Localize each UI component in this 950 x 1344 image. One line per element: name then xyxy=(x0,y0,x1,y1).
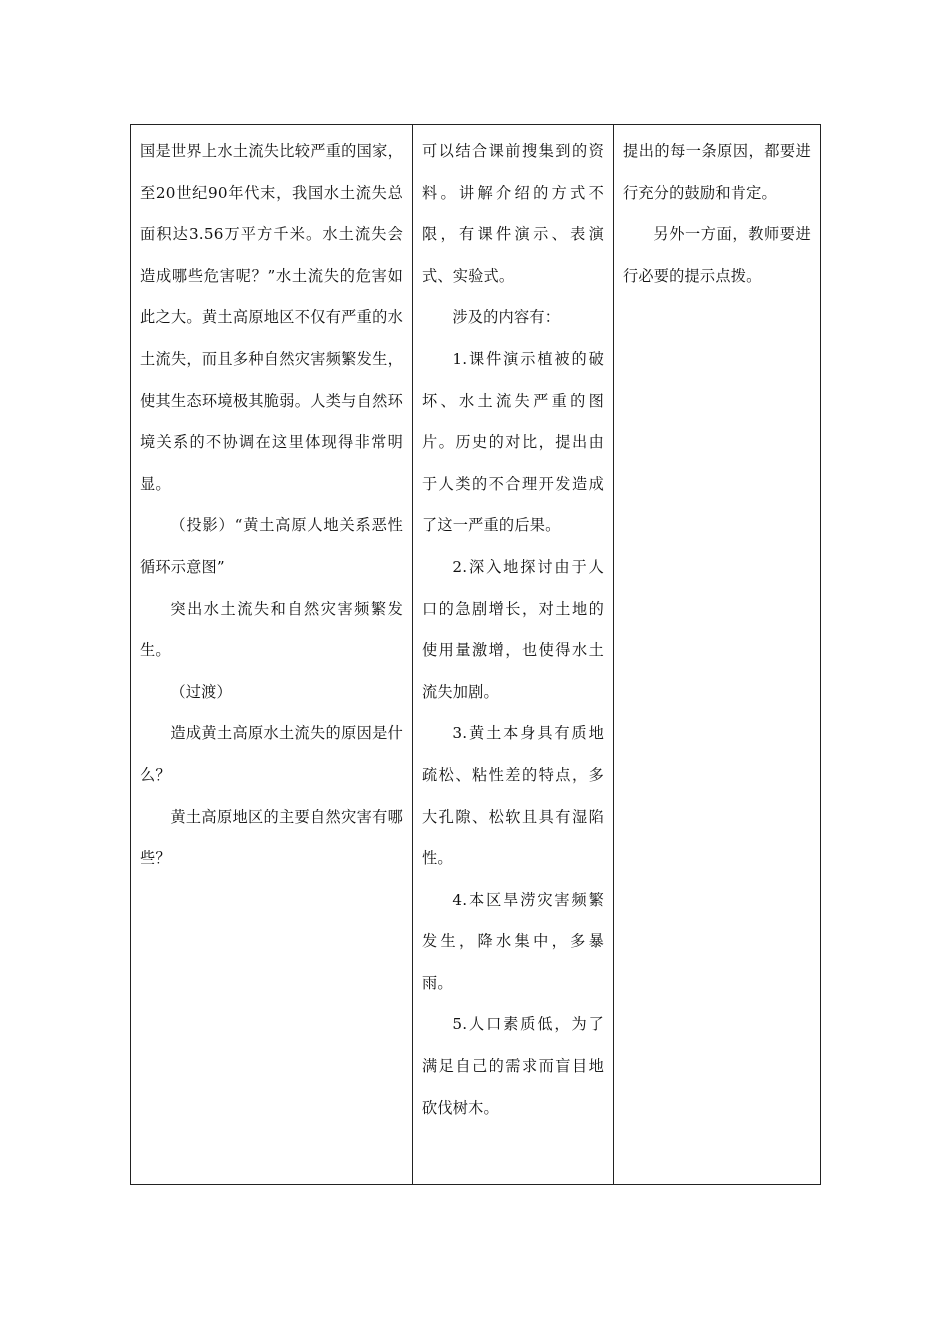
paragraph: 提出的每一条原因，都要进行充分的鼓励和肯定。 xyxy=(623,142,811,202)
table-row xyxy=(131,125,821,1185)
lesson-plan-table xyxy=(130,124,821,1185)
paragraph: 2.深入地探讨由于人口的急剧增长，对土地的使用量激增，也使得水土流失加剧。 xyxy=(422,557,604,701)
paragraph: 3.黄土本身具有质地疏松、粘性差的特点，多大孔隙、松软且具有湿陷性。 xyxy=(422,724,604,868)
paragraph: 5.人口素质低，为了满足自己的需求而盲目地砍伐树木。 xyxy=(422,1015,604,1117)
student-activity-cell xyxy=(413,125,614,1185)
paragraph: 1.课件演示植被的破坏、水土流失严重的图片。历史的对比，提出由于人类的不合理开发造成了这一严重的后果。 xyxy=(422,349,604,535)
paragraph: （投影）“黄土高原人地关系恶性循环示意图” xyxy=(140,516,403,576)
paragraph: 4.本区旱涝灾害频繁发生，降水集中，多暴雨。 xyxy=(422,890,604,992)
paragraph: （过渡） xyxy=(170,682,232,701)
paragraph: 造成黄土高原水土流失的原因是什么？ xyxy=(140,724,403,784)
paragraph: 可以结合课前搜集到的资料。讲解介绍的方式不限，有课件演示、表演式、实验式。 xyxy=(422,142,604,285)
paragraph: 突出水土流失和自然灾害频繁发生。 xyxy=(140,599,403,660)
teacher-activity-cell xyxy=(131,125,413,1185)
paragraph: 国是世界上水土流失比较严重的国家，至20世纪90年代末，我国水土流失总面积达3.56万平方千米。水土流失会造成哪些危害呢？”水土流失的危害如此之大。黄土高原地区不仅有严重的水土流失，而且多种自然灾害频繁发生，使其生态环境极其脆弱。人类与自然环境关系的不协调在这里体现得非常明显。 xyxy=(140,142,403,493)
design-intent-cell xyxy=(614,125,821,1185)
paragraph: 另外一方面，教师要进行必要的提示点拨。 xyxy=(623,225,811,285)
paragraph: 涉及的内容有： xyxy=(452,308,561,327)
paragraph: 黄土高原地区的主要自然灾害有哪些？ xyxy=(140,807,403,868)
